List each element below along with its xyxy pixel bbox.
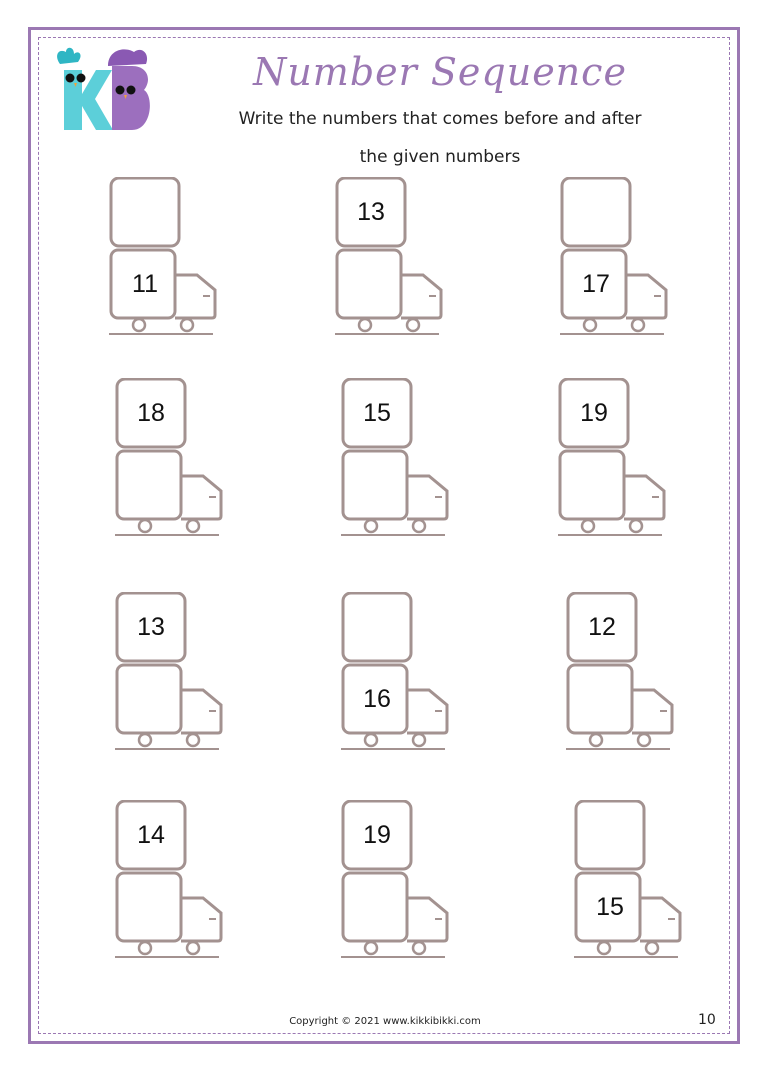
number-box-after[interactable] [343, 873, 411, 941]
number-box-before[interactable] [111, 178, 179, 246]
number-box-given[interactable]: 15 [363, 398, 391, 427]
truck-item [115, 800, 235, 970]
number-box-given[interactable]: 15 [596, 892, 624, 921]
number-box-after[interactable] [117, 665, 185, 733]
number-box-given[interactable]: 18 [137, 398, 165, 427]
number-box-given[interactable]: 11 [132, 269, 158, 298]
truck-item [341, 800, 461, 970]
kb-logo-icon [50, 44, 160, 136]
truck-item [341, 592, 461, 762]
number-box-given[interactable]: 19 [363, 820, 391, 849]
number-box-before[interactable] [343, 593, 411, 661]
number-box-after[interactable] [343, 451, 411, 519]
truck-item [560, 177, 680, 347]
number-box-given[interactable]: 16 [363, 684, 391, 713]
number-box-given[interactable]: 13 [357, 197, 385, 226]
number-box-given[interactable]: 19 [580, 398, 608, 427]
number-box-given[interactable]: 17 [582, 269, 610, 298]
truck-item [115, 378, 235, 548]
page-title: Number Sequence [253, 50, 627, 94]
truck-item [109, 177, 229, 347]
number-box-after[interactable] [568, 665, 636, 733]
truck-item [566, 592, 686, 762]
number-box-before[interactable] [562, 178, 630, 246]
number-box-before[interactable] [576, 801, 644, 869]
number-box-after[interactable] [117, 451, 185, 519]
truck-item [574, 800, 694, 970]
page-number: 10 [698, 1012, 716, 1028]
truck-item [335, 177, 455, 347]
number-box-after[interactable] [117, 873, 185, 941]
truck-item [558, 378, 678, 548]
number-box-after[interactable] [337, 250, 405, 318]
number-box-given[interactable]: 12 [588, 612, 616, 641]
number-box-given[interactable]: 14 [137, 820, 165, 849]
copyright-footer: Copyright © 2021 www.kikkibikki.com [289, 1016, 481, 1027]
number-box-given[interactable]: 13 [137, 612, 165, 641]
instruction-line-1: Write the numbers that comes before and after [238, 109, 642, 129]
number-box-after[interactable] [560, 451, 628, 519]
truck-item [115, 592, 235, 762]
kb-logo [50, 44, 160, 136]
truck-item [341, 378, 461, 548]
instruction-line-2: the given numbers [359, 147, 521, 167]
